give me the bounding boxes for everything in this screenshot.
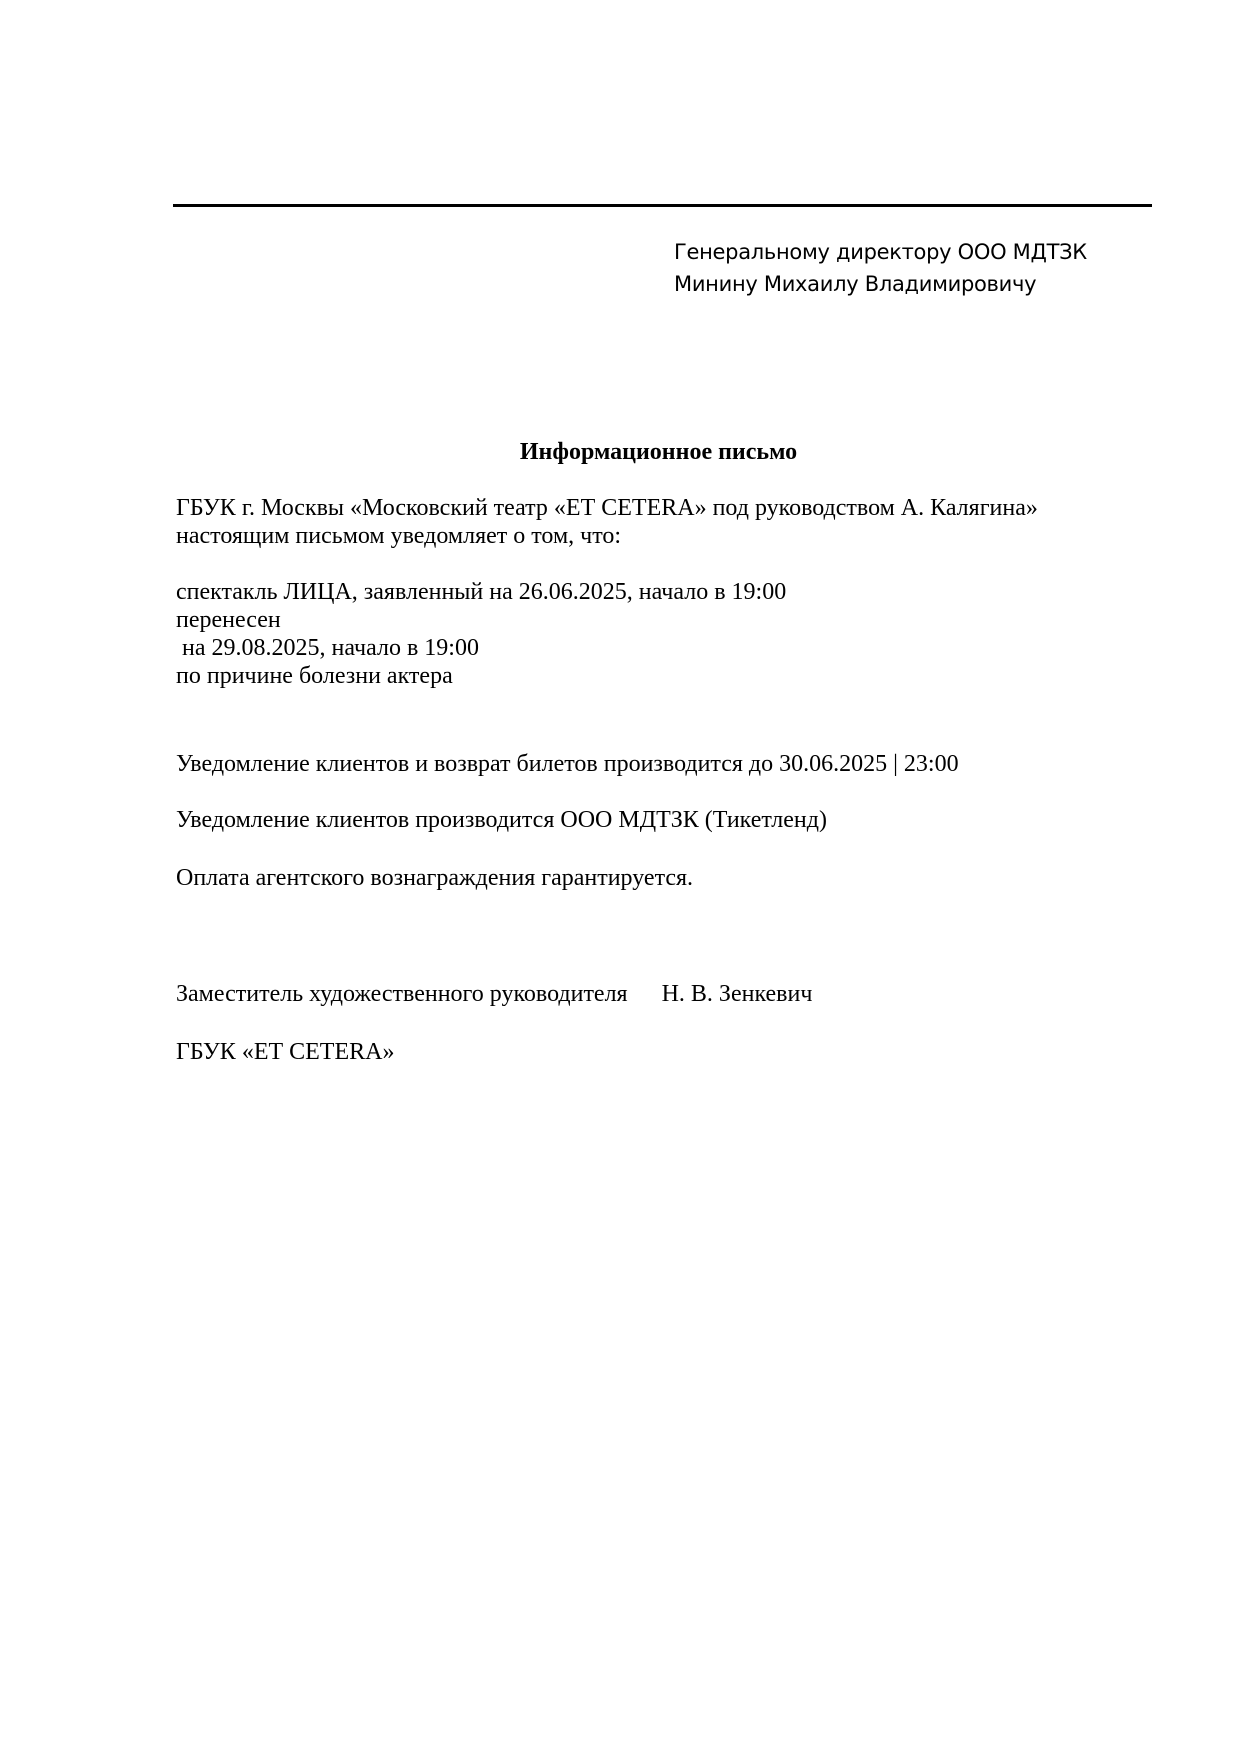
notice-line-4: по причине болезни актера <box>176 663 453 689</box>
notice-paragraph <box>176 578 786 690</box>
notice-line-1: спектакль ЛИЦА, заявленный на 26.06.2025, начало в 19:00 <box>176 579 787 605</box>
intro-paragraph <box>176 494 1038 550</box>
intro-line-2: настоящим письмом уведомляет о том, что: <box>176 523 622 549</box>
letter-title: Информационное письмо <box>519 439 798 465</box>
refund-deadline: Уведомление клиентов и возврат билетов производится до 30.06.2025 | 23:00 <box>176 751 959 777</box>
signature-row <box>176 980 812 1008</box>
addressee-line-2: Минину Михаилу Владимировичу <box>674 272 1037 296</box>
notification-party: Уведомление клиентов производится ООО МДТЗК (Тикетленд) <box>176 807 827 833</box>
signatory-name: Н. В. Зенкевич <box>661 981 813 1007</box>
signatory-position: Заместитель художественного руководителя <box>176 981 628 1007</box>
addressee-line-1: Генеральному директору ООО МДТЗК <box>674 240 1087 264</box>
header-rule <box>173 204 1152 207</box>
addressee-block <box>674 236 1087 300</box>
intro-line-1: ГБУК г. Москвы «Московский театр «ЕТ CETERA» под руководством А. Калягина» <box>176 495 1038 521</box>
signatory-organization: ГБУК «ЕТ CETERA» <box>176 1039 395 1065</box>
notice-line-2: перенесен <box>176 607 281 633</box>
fee-guarantee: Оплата агентского вознаграждения гарантируется. <box>176 865 694 891</box>
notice-line-3: на 29.08.2025, начало в 19:00 <box>176 635 479 661</box>
